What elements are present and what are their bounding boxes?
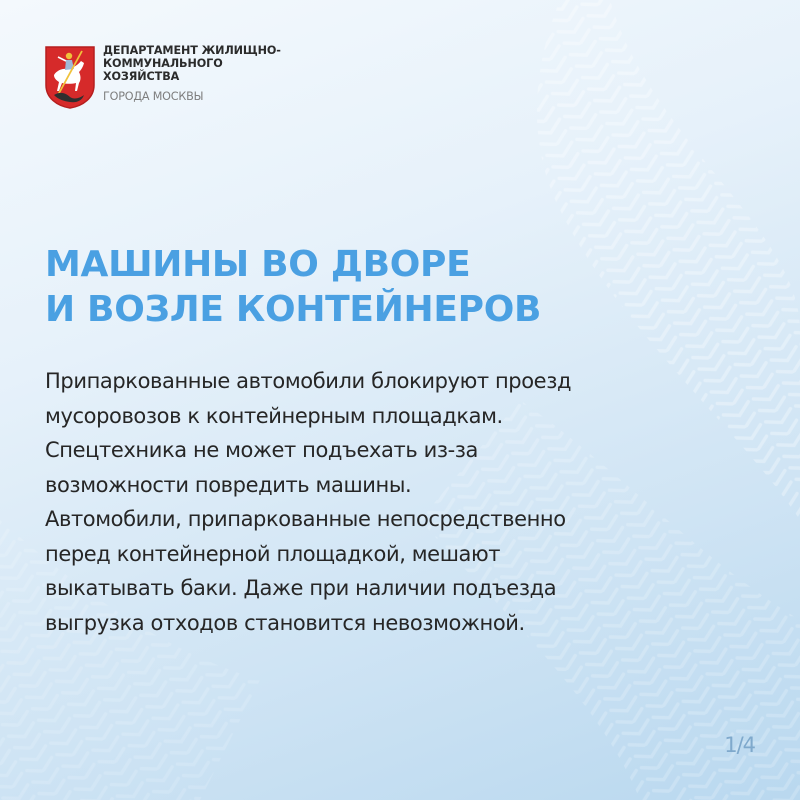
org-city: ГОРОДА МОСКВЫ	[103, 90, 204, 103]
body-line-8: выгрузка отходов становится невозможной.	[45, 610, 525, 635]
body-line-3: Спецтехника не может подъехать из-за	[45, 438, 479, 462]
page-title	[45, 242, 541, 332]
org-name-line-3: ХОЗЯЙСТВА	[103, 70, 180, 83]
body-paragraph	[45, 364, 571, 640]
body-line-6: перед контейнерной площадкой, мешают	[45, 541, 501, 566]
org-name-line-2: КОММУНАЛЬНОГО	[103, 57, 223, 70]
title-line-1: МАШИНЫ ВО ДВОРЕ	[45, 244, 471, 285]
body-line-5: Автомобили, припаркованные непосредственно	[45, 507, 566, 531]
org-name-line-1: ДЕПАРТАМЕНТ ЖИЛИЩНО-	[103, 44, 281, 57]
body-line-2: мусоровозов к контейнерным площадкам.	[45, 403, 503, 428]
body-line-1: Припаркованные автомобили блокируют проезд	[45, 369, 572, 393]
page-number: 1/4	[724, 733, 755, 757]
moscow-coat-of-arms-icon	[44, 45, 96, 109]
department-logo	[44, 45, 281, 109]
body-line-4: возможности повредить машины.	[45, 472, 412, 497]
title-line-2: И ВОЗЛЕ КОНТЕЙНЕРОВ	[45, 289, 542, 330]
body-line-7: выкатывать баки. Даже при наличии подъезда	[45, 576, 557, 600]
